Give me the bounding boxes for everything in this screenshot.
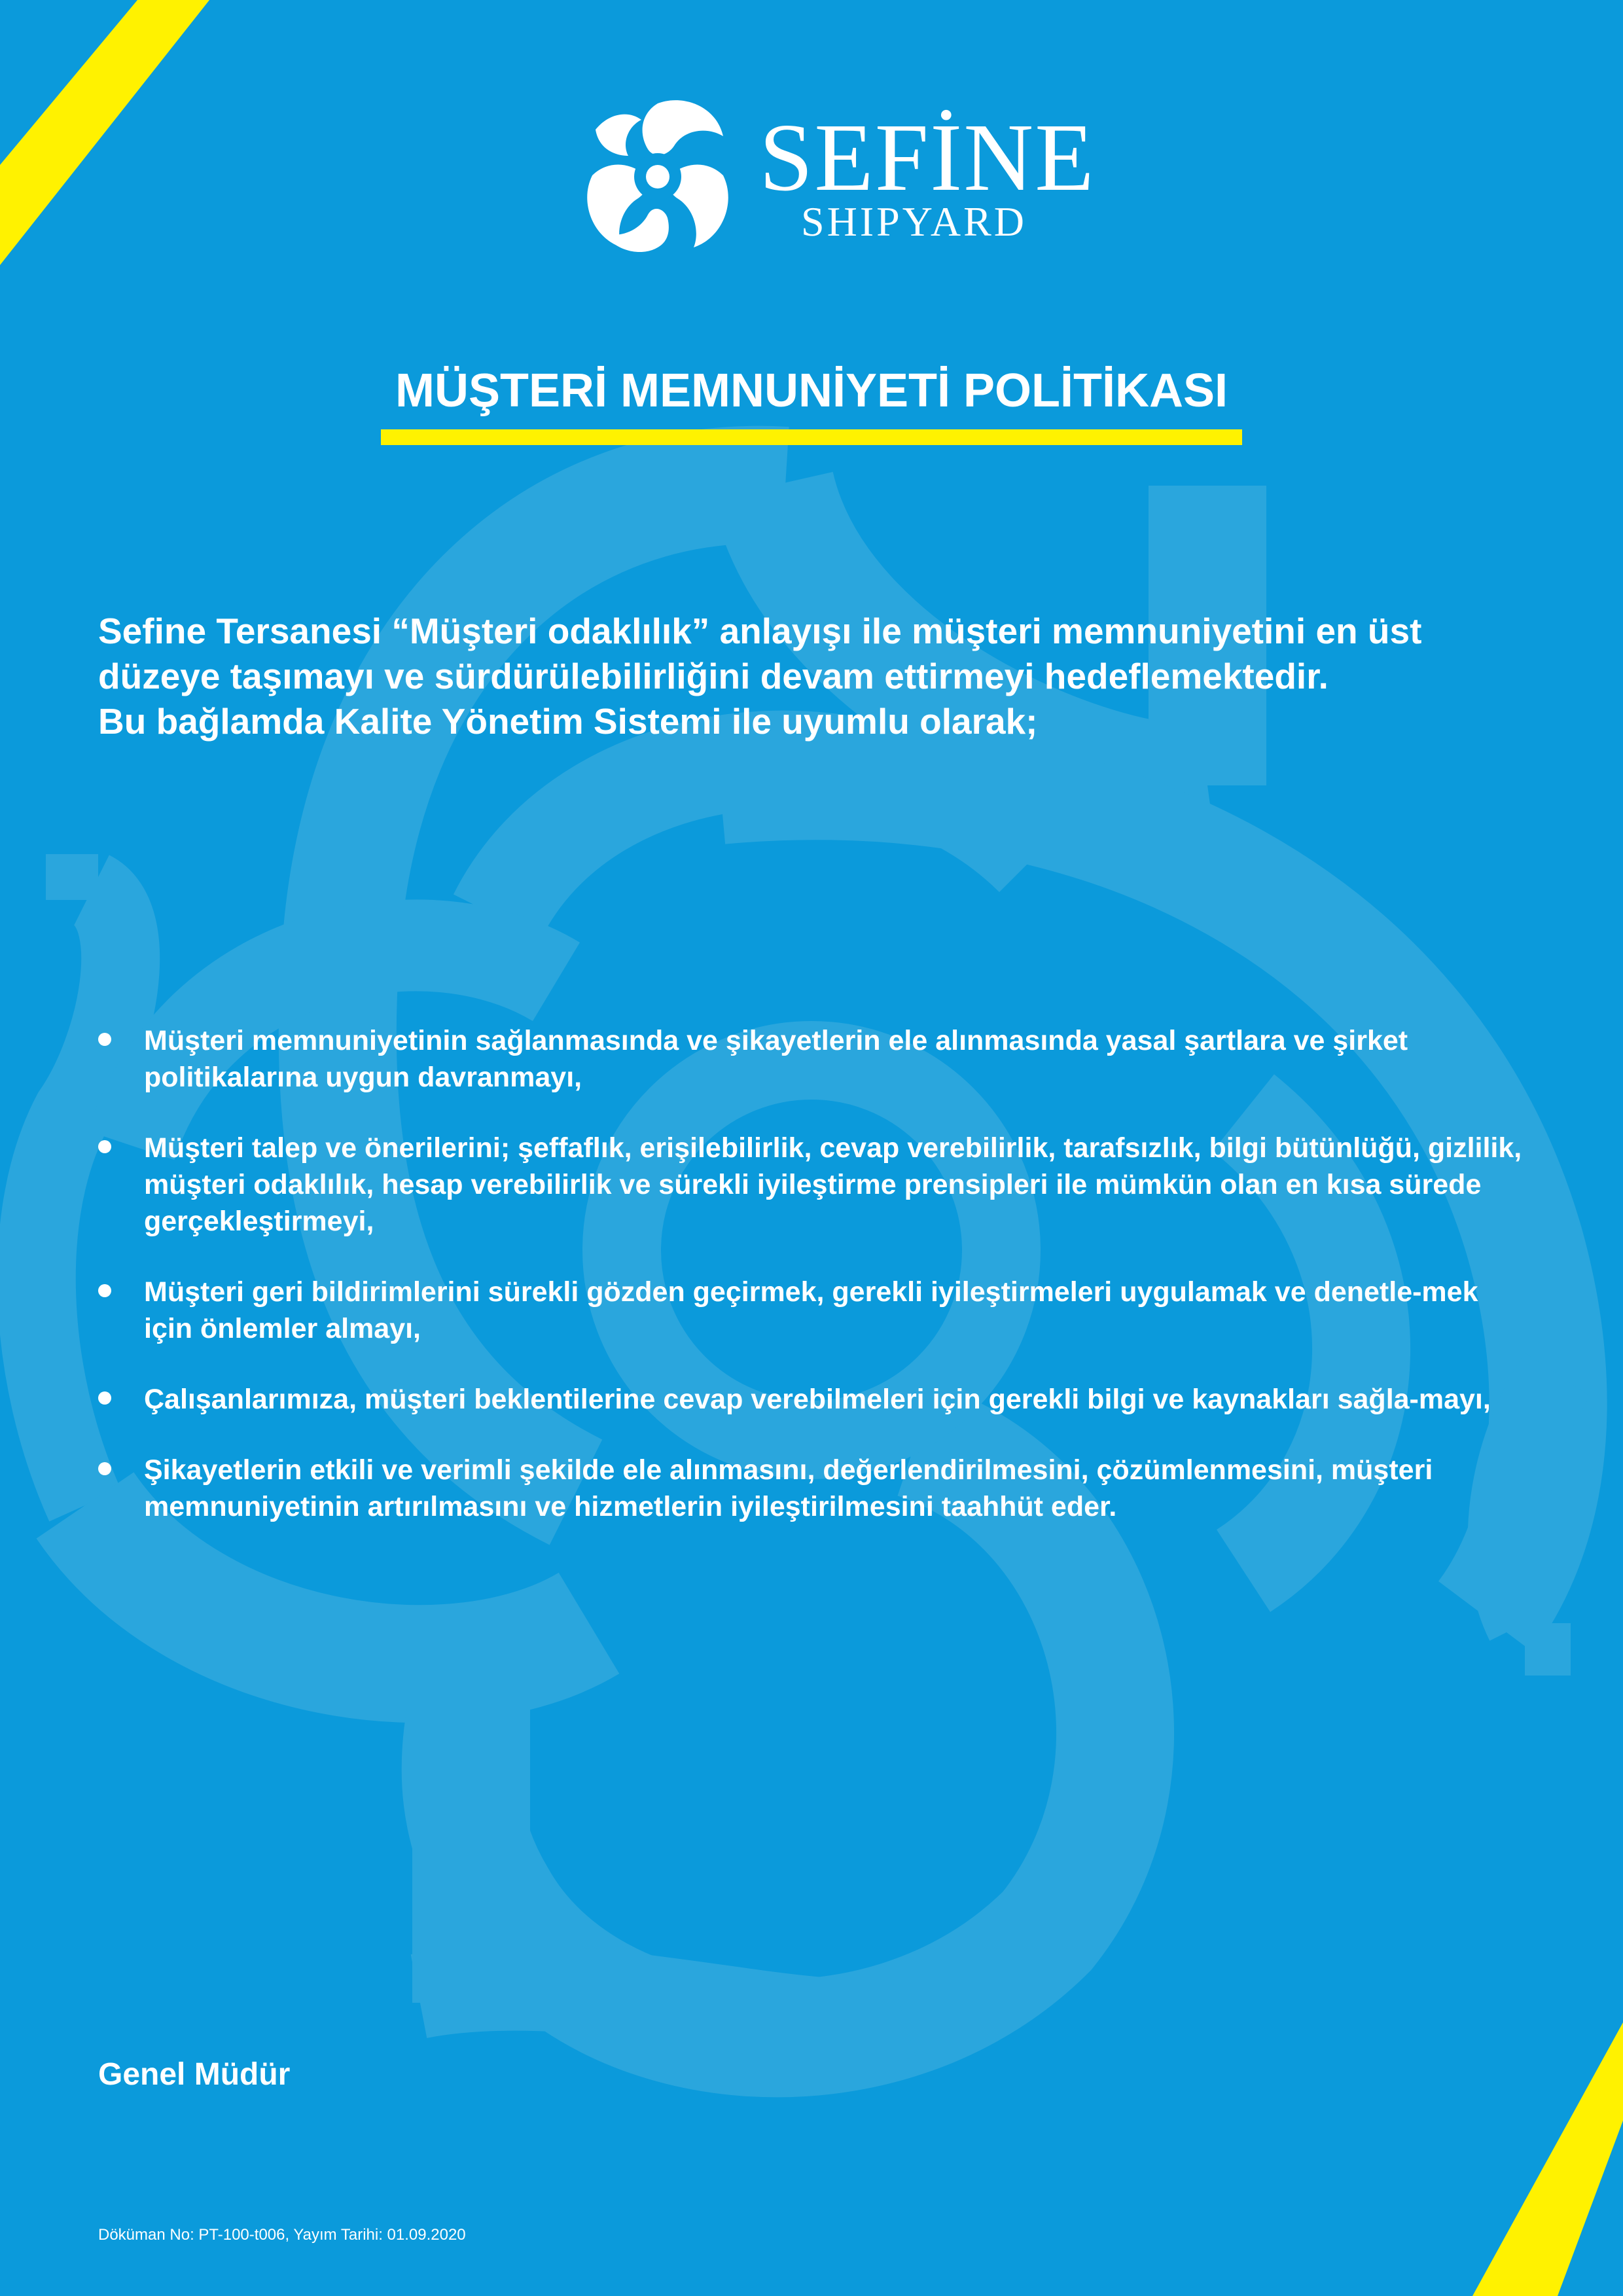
page-title: MÜŞTERİ MEMNUNİYETİ POLİTİKASI	[395, 365, 1228, 417]
intro-paragraph	[98, 609, 1551, 744]
brand-subtitle: SHIPYARD	[801, 198, 1027, 245]
bullet-icon	[98, 1391, 111, 1405]
bullet-icon	[98, 1033, 111, 1046]
bullet-icon	[98, 1462, 111, 1475]
list-item	[98, 1381, 1525, 1418]
intro-line: Bu bağlamda Kalite Yönetim Sistemi ile uyumlu olarak;	[98, 701, 1038, 742]
title-underline	[381, 429, 1242, 445]
list-item-text: Şikayetlerin etkili ve verimli şekilde ele alınmasını, değerlendirilmesini, çözümlenmesini, müşteri memnuniyetinin artırılmasını ve hizmetlerin iyileştirilmesini taahhüt eder.	[144, 1454, 1433, 1522]
list-item-text: Müşteri geri bildirimlerini sürekli gözden geçirmek, gerekli iyileştirmeleri uygulamak ve denetle-mek için önlemler almayı,	[144, 1276, 1478, 1344]
list-item-text: Müşteri talep ve önerilerini; şeffaflık, erişilebilirlik, cevap verebilirlik, tarafsızlık, bilgi bütünlüğü, gizlilik, müşteri odaklılık, hesap verebilirlik ve sürekli iyileştirme prensipleri ile mümkün olan en kısa sürede gerçekleştirmeyi,	[144, 1132, 1522, 1237]
brand-name: SEFİNE	[759, 104, 1096, 211]
list-item	[98, 1274, 1525, 1347]
intro-line: Sefine Tersanesi “Müşteri odaklılık” anlayışı ile müşteri memnuniyetini en üst düzeye taşımayı ve sürdürülebilirliğini devam ettirmeyi hedeflemektedir.	[98, 611, 1422, 696]
policy-list	[98, 1022, 1525, 1559]
list-item	[98, 1022, 1525, 1096]
logo	[576, 90, 1096, 267]
document-info: Döküman No: PT-100-t006, Yayım Tarihi: 01.09.2020	[98, 2226, 466, 2244]
bullet-icon	[98, 1140, 111, 1153]
list-item-text: Müşteri memnuniyetinin sağlanmasında ve şikayetlerin ele alınmasında yasal şartlara ve şirket politikalarına uygun davranmayı,	[144, 1025, 1408, 1093]
list-item-text: Çalışanlarımıza, müşteri beklentilerine cevap verebilmeleri için gerekli bilgi ve kaynakları sağla-mayı,	[144, 1384, 1491, 1415]
list-item	[98, 1130, 1525, 1240]
list-item	[98, 1452, 1525, 1525]
sefine-swirl-logo-icon	[576, 90, 740, 260]
signature-title: Genel Müdür	[98, 2057, 291, 2092]
bullet-icon	[98, 1284, 111, 1297]
